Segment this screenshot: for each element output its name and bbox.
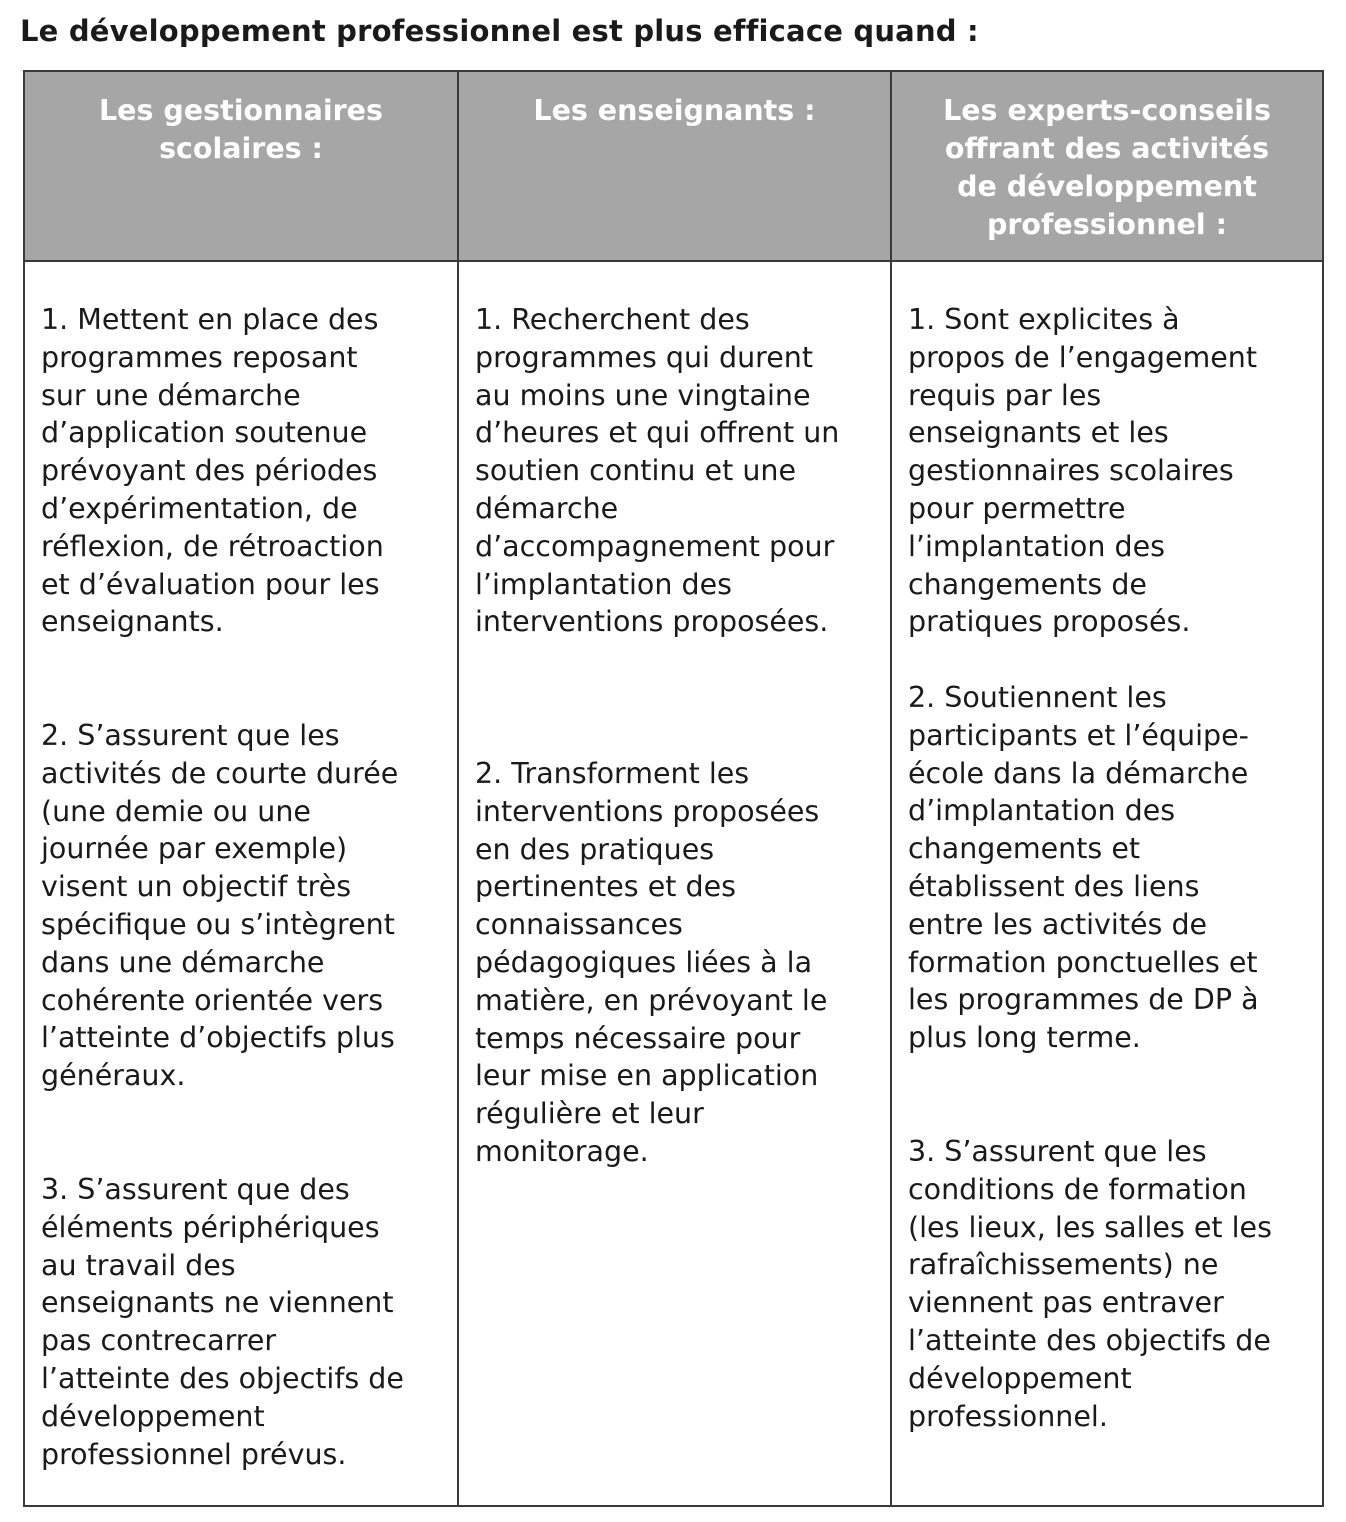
- text-line: programmes reposant: [41, 340, 358, 374]
- text-line: leur mise en application: [475, 1059, 819, 1093]
- text-line: professionnel prévus.: [41, 1437, 347, 1471]
- text-line: soutien continu et une: [475, 454, 796, 488]
- list-item: [475, 301, 839, 641]
- text-line: 1. Sont explicites à: [908, 303, 1180, 336]
- body-cell-experts-conseils: [892, 262, 1322, 1507]
- text-line: changements de: [908, 567, 1147, 601]
- text-line: l’atteinte d’objectifs plus: [41, 1021, 395, 1055]
- text-line: interventions proposées.: [475, 605, 829, 639]
- text-line: matière, en prévoyant le: [475, 983, 828, 1017]
- page-title: Le développement professionnel est plus efficace quand :: [20, 14, 979, 48]
- text-line: éléments périphériques: [41, 1210, 380, 1244]
- text-line: 2. Soutiennent les: [908, 681, 1167, 714]
- text-line: 1. Recherchent des: [475, 303, 750, 336]
- header-line: Les gestionnaires: [99, 94, 383, 127]
- body-cell-enseignants: [459, 262, 890, 1507]
- header-line: de développement: [957, 170, 1257, 203]
- text-line: rafraîchissements) ne: [908, 1248, 1219, 1282]
- list-item: [908, 679, 1259, 1057]
- header-line: professionnel :: [986, 208, 1228, 241]
- text-line: viennent pas entraver: [908, 1286, 1224, 1320]
- text-line: pas contrecarrer: [41, 1324, 277, 1358]
- text-line: école dans la démarche: [908, 756, 1249, 790]
- header-line: offrant des activités: [944, 132, 1270, 165]
- text-line: développement: [908, 1361, 1132, 1395]
- text-line: interventions proposées: [475, 794, 820, 828]
- text-line: (une demie ou une: [41, 794, 311, 828]
- header-line: Les enseignants :: [533, 94, 816, 127]
- text-line: 3. S’assurent que des: [41, 1173, 350, 1206]
- list-item: [908, 1133, 1272, 1435]
- list-item: [41, 717, 398, 1095]
- text-line: requis par les: [908, 378, 1102, 412]
- text-line: plus long terme.: [908, 1021, 1141, 1055]
- text-line: pédagogiques liées à la: [475, 945, 813, 979]
- text-line: enseignants et les: [908, 416, 1169, 450]
- body-cell-gestionnaires: [25, 262, 457, 1507]
- text-line: l’implantation des: [908, 529, 1165, 563]
- text-line: (les lieux, les salles et les: [908, 1210, 1272, 1244]
- text-line: d’implantation des: [908, 794, 1176, 828]
- text-line: 2. S’assurent que les: [41, 719, 340, 752]
- text-line: d’accompagnement pour: [475, 529, 835, 563]
- text-line: généraux.: [41, 1059, 186, 1093]
- text-line: journée par exemple): [41, 832, 348, 866]
- text-line: développement: [41, 1399, 265, 1433]
- text-line: au travail des: [41, 1248, 236, 1282]
- text-line: en des pratiques: [475, 832, 715, 866]
- text-line: 1. Mettent en place des: [41, 303, 379, 336]
- text-line: d’application soutenue: [41, 416, 368, 450]
- text-line: spécifique ou s’intègrent: [41, 907, 395, 941]
- list-item: [475, 755, 827, 1171]
- text-line: cohérente orientée vers: [41, 983, 384, 1017]
- text-line: l’atteinte des objectifs de: [908, 1323, 1271, 1357]
- text-line: 3. S’assurent que les: [908, 1135, 1207, 1168]
- text-line: au moins une vingtaine: [475, 378, 811, 412]
- text-line: d’expérimentation, de: [41, 491, 358, 525]
- list-item: [41, 1171, 404, 1473]
- text-line: participants et l’équipe-: [908, 718, 1249, 752]
- comparison-table: [23, 70, 1324, 1507]
- header-line: scolaires :: [159, 132, 323, 165]
- text-line: enseignants.: [41, 605, 224, 639]
- text-line: l’atteinte des objectifs de: [41, 1361, 404, 1395]
- text-line: professionnel.: [908, 1399, 1108, 1433]
- text-line: prévoyant des périodes: [41, 454, 378, 488]
- text-line: réflexion, de rétroaction: [41, 529, 384, 563]
- text-line: monitorage.: [475, 1134, 649, 1168]
- header-line: Les experts-conseils: [943, 94, 1271, 127]
- text-line: pour permettre: [908, 491, 1126, 525]
- text-line: d’heures et qui offrent un: [475, 416, 840, 450]
- text-line: formation ponctuelles et: [908, 945, 1258, 979]
- text-line: pertinentes et des: [475, 870, 736, 904]
- text-line: changements et: [908, 832, 1141, 866]
- text-line: connaissances: [475, 908, 683, 942]
- text-line: temps nécessaire pour: [475, 1021, 801, 1055]
- text-line: régulière et leur: [475, 1097, 704, 1131]
- text-line: les programmes de DP à: [908, 983, 1259, 1017]
- text-line: propos de l’engagement: [908, 340, 1258, 374]
- list-item: [908, 301, 1257, 641]
- text-line: l’implantation des: [475, 567, 732, 601]
- text-line: pratiques proposés.: [908, 605, 1191, 639]
- text-line: programmes qui durent: [475, 340, 814, 374]
- text-line: dans une démarche: [41, 945, 325, 979]
- text-line: et d’évaluation pour les: [41, 567, 380, 601]
- text-line: entre les activités de: [908, 907, 1208, 941]
- list-item: [41, 301, 384, 641]
- text-line: démarche: [475, 491, 619, 525]
- text-line: visent un objectif très: [41, 870, 352, 904]
- header-cell-experts-conseils: [892, 72, 1322, 260]
- text-line: conditions de formation: [908, 1172, 1247, 1206]
- text-line: sur une démarche: [41, 378, 301, 412]
- header-cell-enseignants: [459, 72, 890, 260]
- header-cell-gestionnaires: [25, 72, 457, 260]
- text-line: activités de courte durée: [41, 756, 399, 790]
- text-line: établissent des liens: [908, 869, 1200, 903]
- text-line: gestionnaires scolaires: [908, 454, 1234, 488]
- text-line: 2. Transforment les: [475, 757, 750, 790]
- text-line: enseignants ne viennent: [41, 1286, 394, 1320]
